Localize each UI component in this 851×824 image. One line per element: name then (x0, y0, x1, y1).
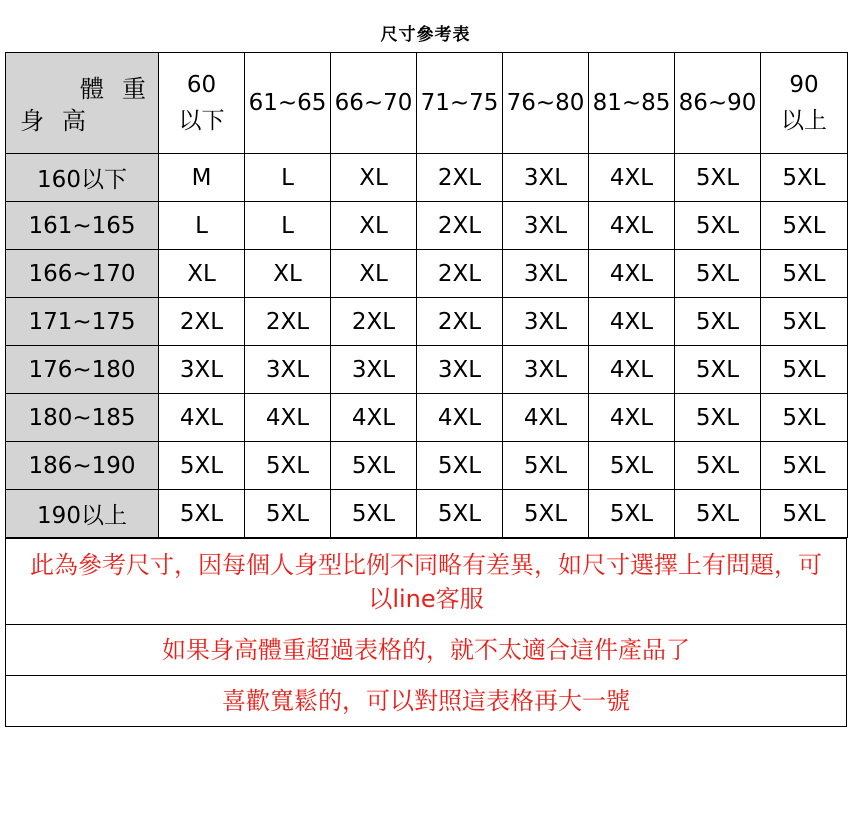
size-cell: 3XL (503, 298, 589, 346)
size-cell: 5XL (675, 202, 761, 250)
weight-header-cell: 60 以下 (159, 53, 245, 154)
size-cell: 3XL (159, 346, 245, 394)
size-cell: 2XL (417, 298, 503, 346)
size-cell: 2XL (159, 298, 245, 346)
size-cell: 3XL (245, 346, 331, 394)
table-row (6, 250, 848, 298)
height-range-cell: 176~180 (6, 346, 159, 394)
size-cell: XL (331, 202, 417, 250)
weight-axis-label: 體重 (80, 75, 164, 103)
size-cell: XL (331, 154, 417, 202)
size-cell: 3XL (503, 154, 589, 202)
size-cell: 3XL (503, 346, 589, 394)
table-row (6, 394, 848, 442)
weight-header-cell: 76~80 (503, 53, 589, 154)
size-cell: 5XL (159, 490, 245, 538)
size-cell: 4XL (589, 346, 675, 394)
table-row (6, 202, 848, 250)
table-row (6, 346, 848, 394)
size-cell: 5XL (245, 490, 331, 538)
size-cell: 5XL (675, 490, 761, 538)
table-row (6, 490, 848, 538)
height-range-cell: 160以下 (6, 154, 159, 202)
size-cell: 5XL (675, 154, 761, 202)
size-cell: 4XL (159, 394, 245, 442)
size-cell: 2XL (417, 202, 503, 250)
size-cell: 5XL (761, 298, 848, 346)
height-range-cell: 171~175 (6, 298, 159, 346)
note-loose-fit: 喜歡寬鬆的，可以對照這表格再大一號 (5, 675, 847, 727)
size-cell: 5XL (675, 346, 761, 394)
size-cell: 5XL (761, 202, 848, 250)
note-out-of-range: 如果身高體重超過表格的，就不太適合這件產品了 (5, 624, 847, 676)
size-cell: 5XL (761, 346, 848, 394)
size-cell: 4XL (589, 250, 675, 298)
size-cell: 4XL (503, 394, 589, 442)
size-cell: 5XL (761, 490, 848, 538)
size-cell: L (245, 202, 331, 250)
size-cell: L (159, 202, 245, 250)
page-title: 尺寸參考表 (380, 25, 471, 45)
size-cell: 5XL (675, 250, 761, 298)
size-cell: 2XL (245, 298, 331, 346)
height-range-cell: 161~165 (6, 202, 159, 250)
size-cell: 5XL (417, 490, 503, 538)
size-cell: L (245, 154, 331, 202)
weight-header-cell: 66~70 (331, 53, 417, 154)
size-cell: 3XL (503, 250, 589, 298)
size-cell: 4XL (589, 298, 675, 346)
size-cell: 5XL (331, 490, 417, 538)
size-cell: XL (331, 250, 417, 298)
size-cell: 5XL (245, 442, 331, 490)
size-cell: 4XL (245, 394, 331, 442)
height-range-cell: 166~170 (6, 250, 159, 298)
size-cell: 5XL (675, 442, 761, 490)
size-cell: 5XL (159, 442, 245, 490)
size-cell: 5XL (761, 442, 848, 490)
size-cell: 2XL (417, 154, 503, 202)
size-cell: 5XL (589, 490, 675, 538)
height-range-cell: 186~190 (6, 442, 159, 490)
size-cell: 5XL (417, 442, 503, 490)
weight-header-cell: 61~65 (245, 53, 331, 154)
weight-header-cell: 81~85 (589, 53, 675, 154)
size-cell: 5XL (761, 154, 848, 202)
size-cell: 3XL (331, 346, 417, 394)
height-range-cell: 190以上 (6, 490, 159, 538)
weight-header-cell: 71~75 (417, 53, 503, 154)
size-cell: 2XL (331, 298, 417, 346)
size-cell: 5XL (589, 442, 675, 490)
size-cell: 2XL (417, 250, 503, 298)
size-cell: 4XL (589, 394, 675, 442)
corner-header-cell (6, 53, 164, 154)
table-row (6, 298, 848, 346)
size-cell: 5XL (331, 442, 417, 490)
note-reference-size: 此為參考尺寸，因每個人身型比例不同略有差異，如尺寸選擇上有問題，可以line客服 (5, 538, 847, 625)
size-cell: 5XL (675, 394, 761, 442)
size-cell: 4XL (589, 154, 675, 202)
height-range-cell: 180~185 (6, 394, 159, 442)
size-chart-table (5, 52, 848, 538)
size-cell: 5XL (761, 250, 848, 298)
size-cell: 5XL (503, 442, 589, 490)
weight-header-cell: 90 以上 (761, 53, 848, 154)
size-cell: XL (245, 250, 331, 298)
size-cell: 5XL (761, 394, 848, 442)
size-cell: M (159, 154, 245, 202)
size-cell: 4XL (589, 202, 675, 250)
size-cell: 5XL (675, 298, 761, 346)
size-cell: 3XL (503, 202, 589, 250)
height-axis-label: 身高 (20, 107, 104, 135)
size-cell: 3XL (417, 346, 503, 394)
table-row (6, 154, 848, 202)
size-cell: 4XL (417, 394, 503, 442)
weight-header-cell: 86~90 (675, 53, 761, 154)
header-row (6, 53, 848, 154)
table-row (6, 442, 848, 490)
size-cell: 4XL (331, 394, 417, 442)
size-cell: XL (159, 250, 245, 298)
size-cell: 5XL (503, 490, 589, 538)
